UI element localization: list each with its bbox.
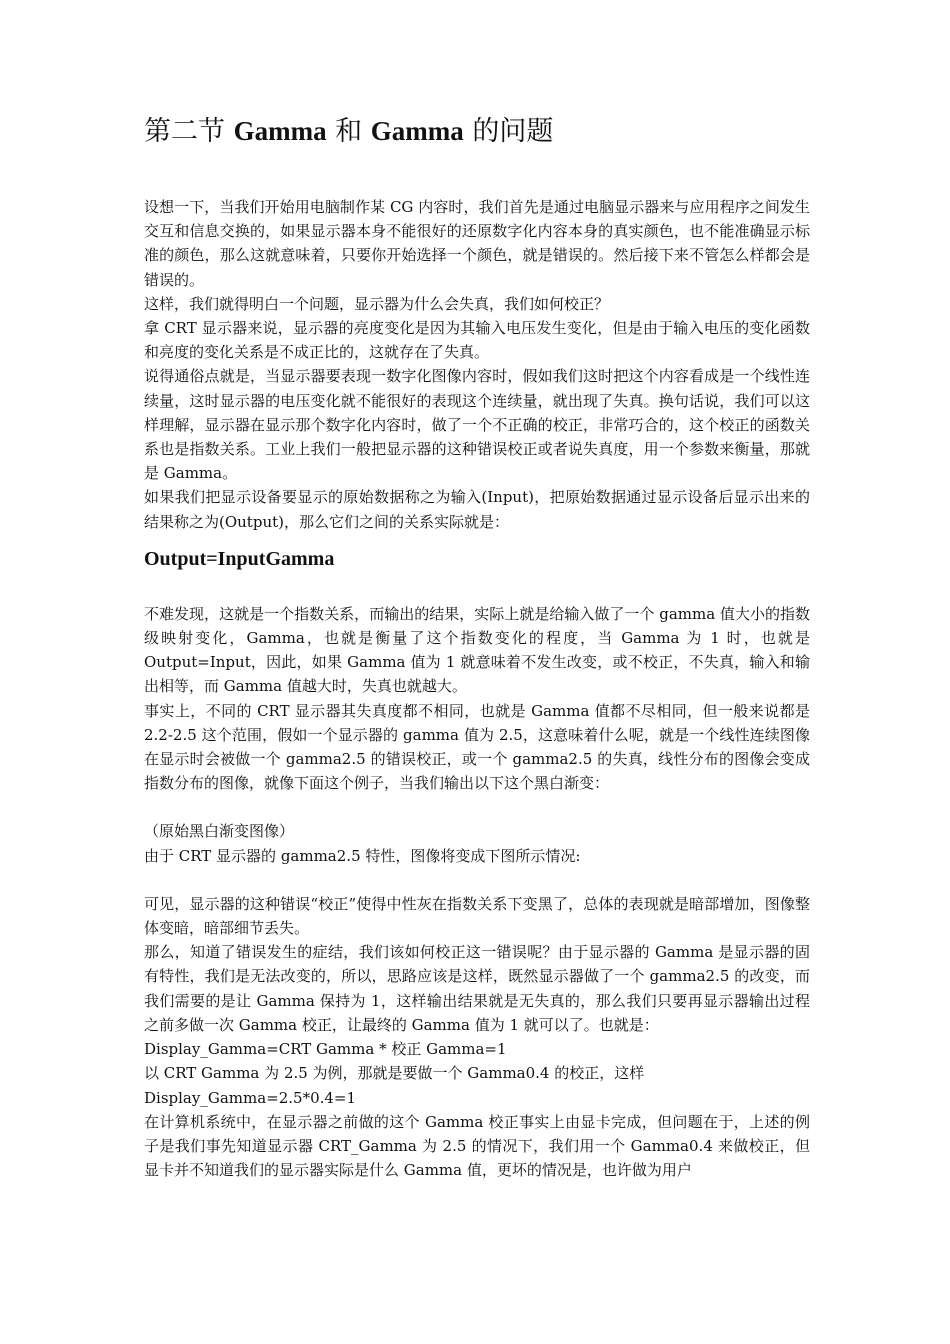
equation-line: Display_Gamma=2.5*0.4=1 xyxy=(144,1088,357,1107)
equation-line: Display_Gamma=CRT Gamma * 校正 Gamma=1 xyxy=(144,1040,507,1059)
spacer xyxy=(144,795,810,819)
paragraph: 这样，我们就得明白一个问题，显示器为什么会失真，我们如何校正？ xyxy=(144,294,610,313)
paragraph: 拿 CRT 显示器来说，显示器的亮度变化是因为其输入电压发生变化，但是由于输入电压的变化函数和亮度的变化关系是不成正比的，这就存在了失真。 xyxy=(144,319,810,362)
spacer xyxy=(144,868,810,892)
heading-term-2: Gamma xyxy=(370,116,464,146)
heading-suffix: 的问题 xyxy=(463,116,554,147)
heading-term-1: Gamma xyxy=(233,116,327,146)
paragraph: 那么，知道了错误发生的症结，我们该如何校正这一错误呢？由于显示器的 Gamma 是显示器的固有特性，我们是无法改变的，所以，思路应该是这样，既然显示器做了一个 gamma2.5 的改变，而我们需要的是让 Gamma 保持为 1，这样输出结果就是无失真的，那么我们只要再显示器输出过程之前多做一次 Gamma 校正，让最终的 Gamma 值为 1 就可以了。也就是： xyxy=(144,943,810,1034)
paragraph: 由于 CRT 显示器的 gamma2.5 特性，图像将变成下图所示情况: xyxy=(144,846,581,865)
paragraph: 说得通俗点就是，当显示器要表现一数字化图像内容时，假如我们这时把这个内容看成是一个线性连续量，这时显示器的电压变化就不能很好的表现这个连续量，就出现了失真。换句话说，我们可以这样理解，显示器在显示那个数字化内容时，做了一个不正确的校正，非常巧合的，这个校正的函数关系也是指数关系。工业上我们一般把显示器的这种错误校正或者说失真度，用一个参数来衡量，那就是 Gamma。 xyxy=(144,367,810,483)
paragraph: 在计算机系统中，在显示器之前做的这个 Gamma 校正事实上由显卡完成，但问题在于，上述的例子是我们事先知道显示器 CRT_Gamma 为 2.5 的情况下，我们用一个 Gamma0.4 来做校正，但显卡并不知道我们的显示器实际是什么 Gamma 值，更坏的情况是，也许做为用户 xyxy=(144,1112,810,1180)
document-page xyxy=(144,110,810,1182)
paragraph: 事实上，不同的 CRT 显示器其失真度都不相同，也就是 Gamma 值都不尽相同，但一般来说都是 2.2-2.5 这个范围，假如一个显示器的 gamma 值为 2.5，这意味着什么呢，就是一个线性连续图像在显示时会被做一个 gamma2.5 的错误校正，或一个 gamma2.5 的失真，线性分布的图像会变成指数分布的图像，就像下面这个例子，当我们输出以下这个黑白渐变： xyxy=(144,701,810,793)
paragraph: 可见，显示器的这种错误“校正”使得中性灰在指数关系下变黑了，总体的表现就是暗部增加，图像整体变暗，暗部细节丢失。 xyxy=(144,894,810,938)
paragraph: 如果我们把显示设备要显示的原始数据称之为输入(Input)，把原始数据通过显示设备后显示出来的结果称之为(Output)，那么它们之间的关系实际就是： xyxy=(144,488,810,531)
paragraph: 以 CRT Gamma 为 2.5 为例，那就是要做一个 Gamma0.4 的校正，这样 xyxy=(144,1064,645,1083)
section-heading xyxy=(144,110,810,153)
heading-middle: 和 xyxy=(326,116,371,147)
paragraph: 设想一下，当我们开始用电脑制作某 CG 内容时，我们首先是通过电脑显示器来与应用程序之间发生交互和信息交换的，如果显示器本身不能很好的还原数字化内容本身的真实颜色，也不能准确显示标准的颜色，那么这就意味着，只要你开始选择一个颜色，就是错误的。然后接下来不管怎么样都会是错误的。 xyxy=(144,198,810,289)
heading-prefix: 第二节 xyxy=(144,116,234,147)
image-caption: （原始黑白渐变图像） xyxy=(144,822,295,841)
gamma-formula: Output=InputGamma xyxy=(144,547,335,570)
paragraph: 不难发现，这就是一个指数关系，而输出的结果，实际上就是给输入做了一个 gamma 值大小的指数级映射变化，Gamma，也就是衡量了这个指数变化的程度，当 Gamma 为 1 时，也就是 Output=Input，因此，如果 Gamma 值为 1 就意味着不发生改变，或不校正，不失真，输入和输出相等，而 Gamma 值越大时，失真也就越大。 xyxy=(144,604,810,696)
